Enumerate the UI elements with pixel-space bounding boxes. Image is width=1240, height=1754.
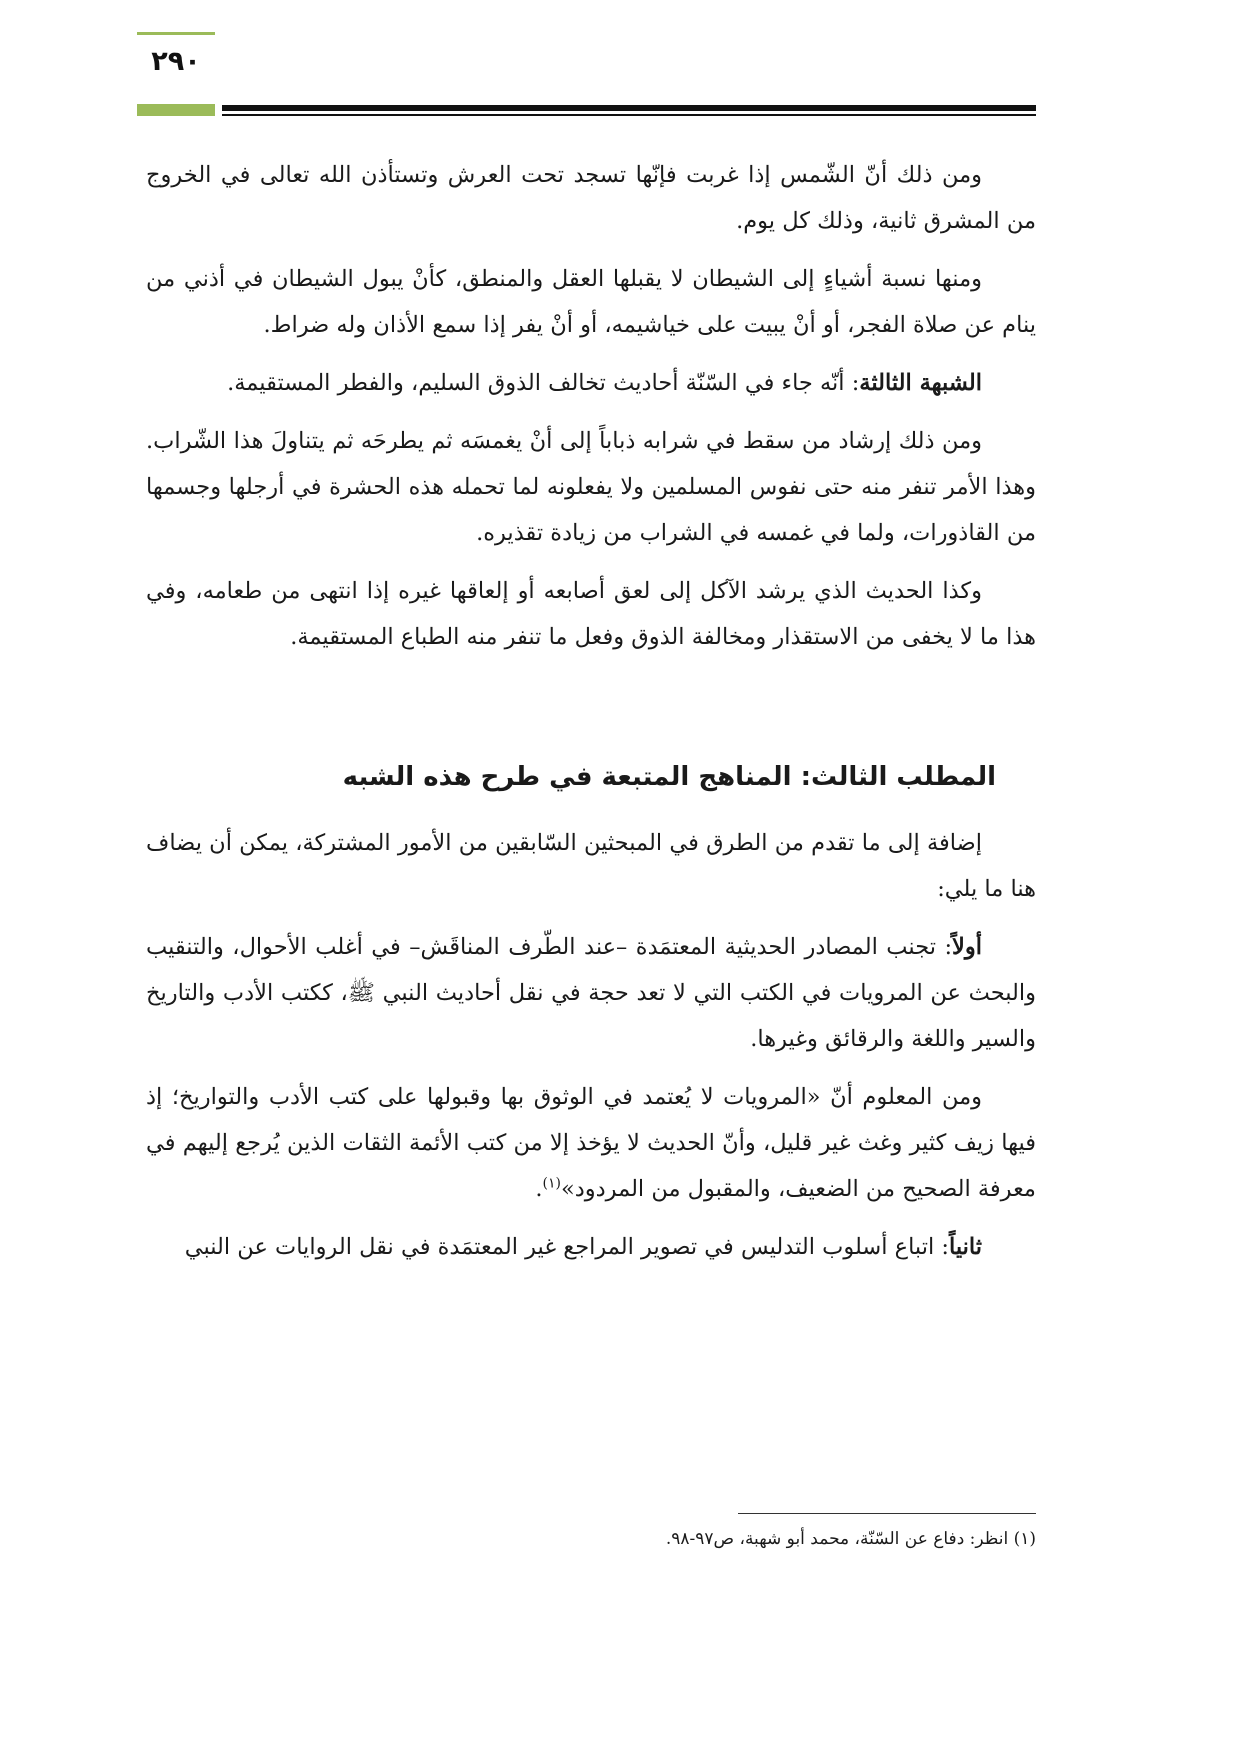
paragraph-term: أولاً [952, 934, 982, 960]
paragraph-end: . [535, 1176, 543, 1202]
paragraph-term: ثانياً [948, 1234, 982, 1260]
header-accent-bar [137, 32, 215, 35]
paragraph: ومن ذلك إرشاد من سقط في شرابه ذباباً إلى أنْ يغمسَه ثم يطرحَه ثم يتناولَ هذا الشّراب. وهذا الأمر تنفر منه حتى نفوس المسلمين ولا يفعلونه لما تحمله هذه الحشرة في أرجلها وجسمها من القاذورات، ولما في غمسه في الشراب من زيادة تقذيره. [146, 428, 1036, 546]
page-body [146, 152, 1036, 1282]
paragraph: ومن ذلك أنّ الشّمس إذا غربت فإنّها تسجد تحت العرش وتستأذن الله تعالى في الخروج من المشرق ثانية، وذلك كل يوم. [146, 162, 1036, 234]
paragraph [146, 360, 1036, 406]
paragraph [146, 1074, 1036, 1212]
paragraph: إضافة إلى ما تقدم من الطرق في المبحثين السّابقين من الأمور المشتركة، يمكن أن يضاف هنا ما يلي: [146, 830, 1036, 902]
footnote: (١) انظر: دفاع عن السّنّة، محمد أبو شهبة، ص٩٧-٩٨. [665, 1529, 1036, 1549]
paragraph [146, 1224, 1036, 1270]
page-number: ٢٩٠ [151, 46, 201, 77]
footnote-separator [738, 1513, 1036, 1514]
paragraph [146, 924, 1036, 1062]
paragraph-text: ومن المعلوم أنّ «المرويات لا يُعتمد في الوثوق بها وقبولها على كتب الأدب والتواريخ؛ إذ فيها زيف كثير وغث غير قليل، وأنّ الحديث لا يؤخذ إلا من كتب الأئمة الثقات الذين يُرجع إليهم في معرفة الصحيح من الضعيف، والمقبول من المردود» [146, 1084, 1036, 1202]
section-heading: المطلب الثالث: المناهج المتبعة في طرح هذه الشبه [342, 762, 996, 792]
header-rule [222, 105, 1036, 111]
paragraph: وكذا الحديث الذي يرشد الآكل إلى لعق أصابعه أو إلعاقها غيره إذا انتهى من طعامه، وفي هذا ما لا يخفى من الاستقذار ومخالفة الذوق وفعل ما تنفر منه الطباع المستقيمة. [146, 578, 1036, 650]
paragraph-term: الشبهة الثالثة [859, 370, 982, 396]
paragraph-text: : تجنب المصادر الحديثية المعتمَدة –عند الطّرف المناقَش– في أغلب الأحوال، والتنقيب والبحث عن المرويات في الكتب التي لا تعد حجة في نقل أحاديث النبي ﷺ، ككتب الأدب والتاريخ والسير واللغة والرقائق وغيرها. [146, 934, 1036, 1052]
header-accent-block [137, 104, 215, 116]
paragraph-text: : اتباع أسلوب التدليس في تصوير المراجع غير المعتمَدة في نقل الروايات عن النبي [184, 1234, 949, 1260]
header-rule-thin [222, 114, 1036, 116]
footnote-reference[interactable]: (١) [542, 1175, 561, 1192]
paragraph-text: : أنّه جاء في السّنّة أحاديث تخالف الذوق السليم، والفطر المستقيمة. [227, 370, 860, 396]
paragraph: ومنها نسبة أشياءٍ إلى الشيطان لا يقبلها العقل والمنطق، كأنْ يبول الشيطان في أذني من ينام عن صلاة الفجر، أو أنْ يبيت على خياشيمه، أو أنْ يفر إذا سمع الأذان وله ضراط. [146, 266, 1036, 338]
